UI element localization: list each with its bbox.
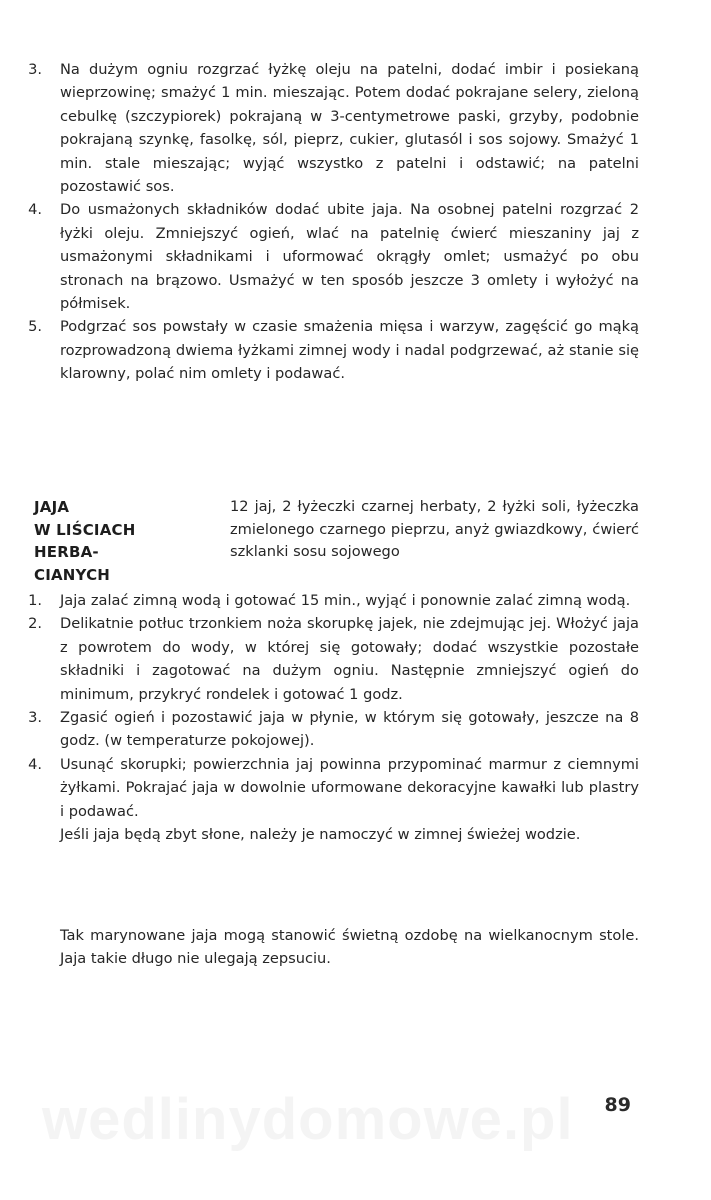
recipe-title-line: HERBA- [34, 543, 99, 562]
step-text: Delikatnie potłuc trzonkiem noża skorupkę jajek, nie zdejmując jej. Włożyć jaja z powrotem do wody, w której się gotowały; dodać wszystkie pozostałe składniki i zagotować na dużym ogniu. Następnie zmniejszyć ogień do minimum, przykryć rondelek i gotować 1 godz. [60, 615, 639, 703]
step-text: Do usmażonych składników dodać ubite jaja. Na osobnej patelni rozgrzać 2 łyżki oleju. Zmniejszyć ogień, wlać na patelnię ćwierć mieszaniny jaj z usmażonymi składnikami i uformować okrągły omlet; usmażyć po obu stronach na brązowo. Usmażyć w ten sposób jeszcze 3 omlety i wyłożyć na półmisek. [60, 201, 639, 313]
step-number: 3. [28, 61, 42, 78]
recipe-title-line: CIANYCH [34, 565, 111, 584]
page-number: 89 [604, 1094, 631, 1116]
list-item [0, 198, 711, 315]
instructions-list-continued [0, 58, 711, 386]
list-item [0, 753, 711, 823]
step-number: 1. [28, 592, 42, 609]
step-text: Podgrzać sos powstały w czasie smażenia mięsa i warzyw, zagęścić go mąką rozprowadzoną dwiema łyżkami zimnej wody i nadal podgrzewać, aż stanie się klarowny, polać nim omlety i podawać. [60, 318, 639, 383]
list-item [0, 612, 711, 706]
step-number: 4. [28, 201, 42, 219]
recipe-title-line: W LIŚCIACH [34, 520, 136, 539]
list-item [0, 706, 711, 753]
step-text: Zgasić ogień i pozostawić jaja w płynie, w którym się gotowały, jeszcze na 8 godz. (w temperaturze pokojowej). [60, 709, 639, 750]
step-number: 5. [28, 318, 42, 336]
closing-paragraph: Tak marynowane jaja mogą stanowić świetną ozdobę na wielkanocnym stole. Jaja takie długo nie ulegają zepsuciu. [60, 927, 639, 968]
list-item [0, 315, 711, 385]
instructions-list [0, 589, 711, 846]
watermark: wedlinydomowe.pl [42, 1087, 574, 1152]
list-item [0, 58, 711, 198]
ingredients-list: 12 jaj, 2 łyżeczki czarnej herbaty, 2 łyżki soli, łyżeczka zmielonego czarnego pieprzu, anyż gwiazdkowy, ćwierć szklanki sosu sojowego [230, 498, 639, 561]
recipe-title-line: JAJA [34, 498, 70, 516]
step-text: Jaja zalać zimną wodą i gotować 15 min., wyjąć i ponownie zalać zimną wodą. [60, 592, 631, 609]
step-text: Usunąć skorupki; powierzchnia jaj powinna przypominać marmur z ciemnymi żyłkami. Pokrajać jaja w dowolnie uformowane dekoracyjne kawałki lub plastry i podawać. [60, 755, 639, 820]
step-number: 3. [28, 709, 42, 727]
step-number: 4. [28, 755, 42, 773]
recipe-title [34, 496, 224, 586]
step-number: 2. [28, 615, 42, 633]
list-item [0, 589, 711, 612]
step-text: Na dużym ogniu rozgrzać łyżkę oleju na patelni, dodać imbir i posiekaną wieprzowinę; smażyć 1 min. mieszając. Potem dodać pokrajane selery, zieloną cebulkę (szczypiorek) pokrajaną w 3-centymetrowe paski, grzyby, podobnie pokrajaną szynkę, fasolkę, sól, pieprz, cukier, glutasól i sos sojowy. Smażyć 1 min. stale mieszając; wyjąć wszystko z patelni i odstawić; na patelni pozostawić sos. [60, 61, 639, 196]
note-paragraph: Jeśli jaja będą zbyt słone, należy je namoczyć w zimnej świeżej wodzie. [60, 826, 581, 844]
